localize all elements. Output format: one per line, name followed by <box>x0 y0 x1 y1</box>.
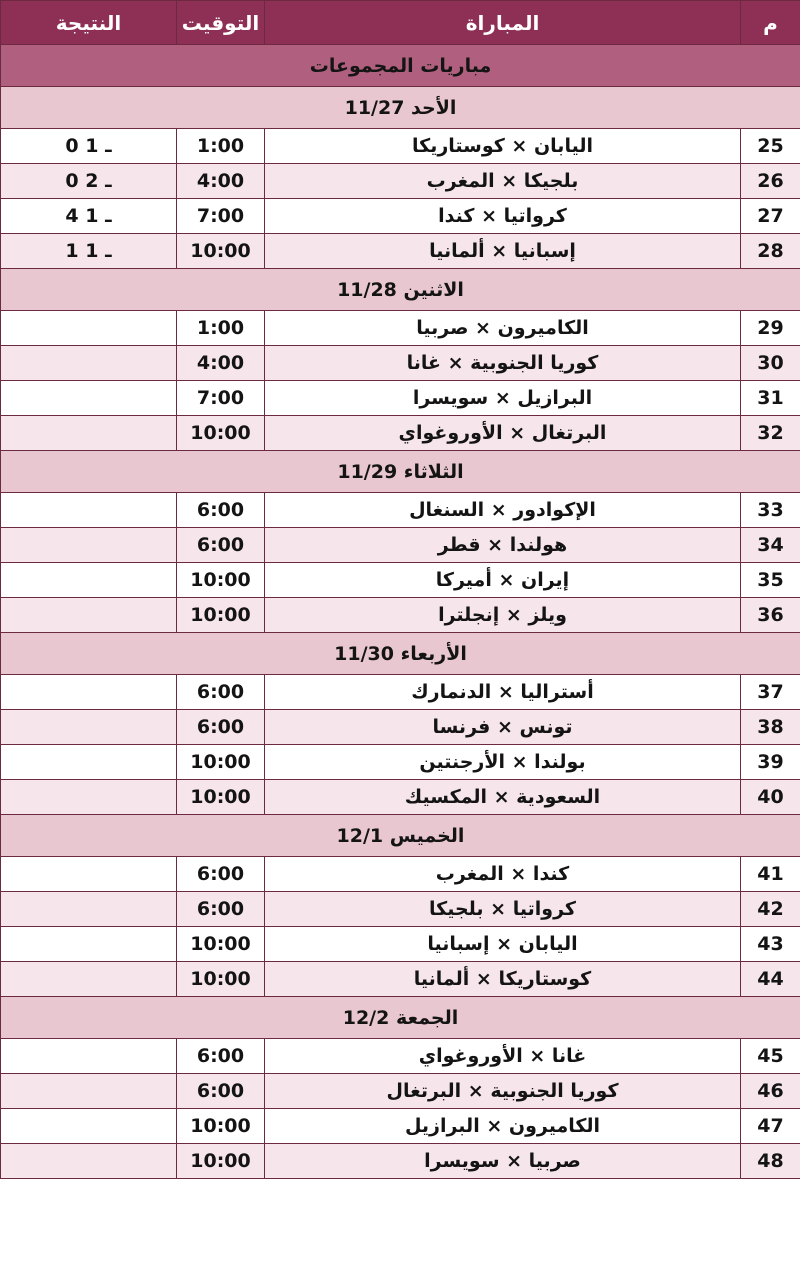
match-time: 7:00 <box>177 199 265 234</box>
match-teams: السعودية × المكسيك <box>265 780 741 815</box>
match-number: 29 <box>741 311 800 346</box>
match-time: 6:00 <box>177 493 265 528</box>
match-row <box>1 1039 800 1074</box>
section-title: مباريات المجموعات <box>1 45 800 87</box>
match-time: 10:00 <box>177 598 265 633</box>
match-result <box>1 892 177 927</box>
match-teams: كوستاريكا × ألمانيا <box>265 962 741 997</box>
match-number: 28 <box>741 234 800 269</box>
match-time: 10:00 <box>177 234 265 269</box>
match-teams: بلجيكا × المغرب <box>265 164 741 199</box>
match-teams: اليابان × كوستاريكا <box>265 129 741 164</box>
match-row <box>1 311 800 346</box>
match-result <box>1 563 177 598</box>
match-number: 27 <box>741 199 800 234</box>
match-time: 6:00 <box>177 1074 265 1109</box>
day-label: الأربعاء 11/30 <box>1 633 800 675</box>
match-row <box>1 346 800 381</box>
match-result <box>1 493 177 528</box>
match-result <box>1 1144 177 1179</box>
match-teams: كندا × المغرب <box>265 857 741 892</box>
match-teams: البرازيل × سويسرا <box>265 381 741 416</box>
match-time: 7:00 <box>177 381 265 416</box>
day-row <box>1 451 800 493</box>
match-result <box>1 962 177 997</box>
match-teams: بولندا × الأرجنتين <box>265 745 741 780</box>
match-time: 4:00 <box>177 346 265 381</box>
match-number: 35 <box>741 563 800 598</box>
header-match: المباراة <box>265 1 741 45</box>
match-time: 10:00 <box>177 563 265 598</box>
match-row <box>1 493 800 528</box>
match-teams: إسبانيا × ألمانيا <box>265 234 741 269</box>
match-time: 10:00 <box>177 1144 265 1179</box>
match-teams: كوريا الجنوبية × غانا <box>265 346 741 381</box>
match-teams: اليابان × إسبانيا <box>265 927 741 962</box>
day-label: الخميس 12/1 <box>1 815 800 857</box>
match-time: 10:00 <box>177 780 265 815</box>
day-row <box>1 997 800 1039</box>
match-result: 1 ـ 1 <box>1 234 177 269</box>
match-teams: الكاميرون × صربيا <box>265 311 741 346</box>
match-result <box>1 745 177 780</box>
match-number: 30 <box>741 346 800 381</box>
match-result: 4 ـ 1 <box>1 199 177 234</box>
match-result: 0 ـ 2 <box>1 164 177 199</box>
day-row <box>1 87 800 129</box>
match-number: 45 <box>741 1039 800 1074</box>
day-label: الأحد 11/27 <box>1 87 800 129</box>
match-teams: ويلز × إنجلترا <box>265 598 741 633</box>
match-row <box>1 780 800 815</box>
day-label: الجمعة 12/2 <box>1 997 800 1039</box>
day-row <box>1 269 800 311</box>
match-time: 6:00 <box>177 892 265 927</box>
match-row <box>1 598 800 633</box>
match-row <box>1 563 800 598</box>
match-time: 10:00 <box>177 927 265 962</box>
match-teams: كوريا الجنوبية × البرتغال <box>265 1074 741 1109</box>
match-number: 42 <box>741 892 800 927</box>
match-teams: الإكوادور × السنغال <box>265 493 741 528</box>
match-result <box>1 1109 177 1144</box>
match-result: 0 ـ 1 <box>1 129 177 164</box>
match-number: 40 <box>741 780 800 815</box>
match-row <box>1 381 800 416</box>
section-title-row <box>1 45 800 87</box>
match-result <box>1 1039 177 1074</box>
match-number: 39 <box>741 745 800 780</box>
match-number: 31 <box>741 381 800 416</box>
match-number: 25 <box>741 129 800 164</box>
match-teams: غانا × الأوروغواي <box>265 1039 741 1074</box>
match-result <box>1 381 177 416</box>
match-row <box>1 857 800 892</box>
match-row <box>1 892 800 927</box>
match-teams: إيران × أميركا <box>265 563 741 598</box>
match-result <box>1 675 177 710</box>
match-number: 43 <box>741 927 800 962</box>
header-time: التوقيت <box>177 1 265 45</box>
day-row <box>1 815 800 857</box>
day-label: الثلاثاء 11/29 <box>1 451 800 493</box>
header-row <box>1 1 800 45</box>
match-teams: كرواتيا × كندا <box>265 199 741 234</box>
match-row <box>1 199 800 234</box>
match-row <box>1 528 800 563</box>
match-result <box>1 346 177 381</box>
match-time: 4:00 <box>177 164 265 199</box>
match-row <box>1 234 800 269</box>
match-time: 1:00 <box>177 311 265 346</box>
match-time: 10:00 <box>177 416 265 451</box>
match-row <box>1 1074 800 1109</box>
match-row <box>1 745 800 780</box>
header-result: النتيجة <box>1 1 177 45</box>
match-row <box>1 710 800 745</box>
match-number: 38 <box>741 710 800 745</box>
match-teams: أستراليا × الدنمارك <box>265 675 741 710</box>
match-number: 37 <box>741 675 800 710</box>
match-number: 44 <box>741 962 800 997</box>
match-number: 34 <box>741 528 800 563</box>
match-result <box>1 416 177 451</box>
match-time: 6:00 <box>177 675 265 710</box>
match-row <box>1 927 800 962</box>
match-row <box>1 416 800 451</box>
match-number: 33 <box>741 493 800 528</box>
match-result <box>1 710 177 745</box>
match-time: 10:00 <box>177 962 265 997</box>
day-row <box>1 633 800 675</box>
match-time: 6:00 <box>177 857 265 892</box>
match-time: 10:00 <box>177 1109 265 1144</box>
match-result <box>1 927 177 962</box>
match-row <box>1 675 800 710</box>
match-teams: هولندا × قطر <box>265 528 741 563</box>
match-number: 41 <box>741 857 800 892</box>
schedule-body <box>1 45 800 1179</box>
match-row <box>1 1109 800 1144</box>
match-number: 48 <box>741 1144 800 1179</box>
match-number: 46 <box>741 1074 800 1109</box>
match-teams: البرتغال × الأوروغواي <box>265 416 741 451</box>
match-row <box>1 129 800 164</box>
match-teams: الكاميرون × البرازيل <box>265 1109 741 1144</box>
match-number: 47 <box>741 1109 800 1144</box>
header-num: م <box>741 1 800 45</box>
match-number: 26 <box>741 164 800 199</box>
match-row <box>1 164 800 199</box>
match-result <box>1 1074 177 1109</box>
match-row <box>1 962 800 997</box>
match-result <box>1 528 177 563</box>
match-time: 6:00 <box>177 528 265 563</box>
match-result <box>1 598 177 633</box>
match-teams: تونس × فرنسا <box>265 710 741 745</box>
match-row <box>1 1144 800 1179</box>
match-result <box>1 857 177 892</box>
match-time: 6:00 <box>177 1039 265 1074</box>
match-number: 32 <box>741 416 800 451</box>
day-label: الاثنين 11/28 <box>1 269 800 311</box>
match-result <box>1 311 177 346</box>
match-teams: صربيا × سويسرا <box>265 1144 741 1179</box>
match-time: 10:00 <box>177 745 265 780</box>
match-result <box>1 780 177 815</box>
match-time: 6:00 <box>177 710 265 745</box>
match-number: 36 <box>741 598 800 633</box>
match-teams: كرواتيا × بلجيكا <box>265 892 741 927</box>
match-time: 1:00 <box>177 129 265 164</box>
